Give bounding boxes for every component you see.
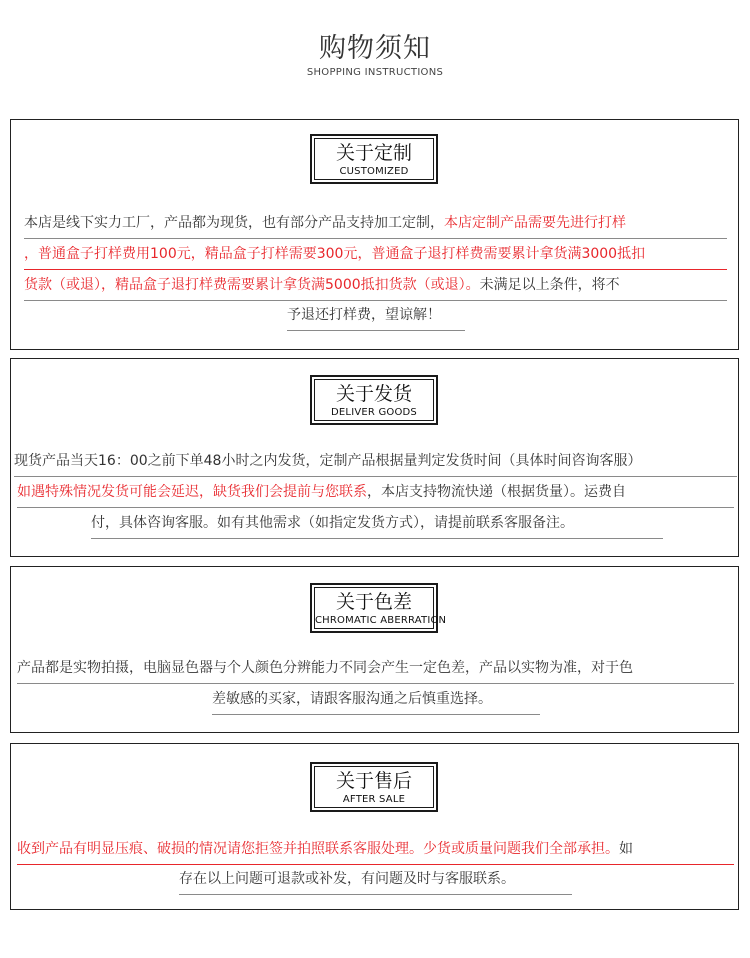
text-line [17, 653, 734, 684]
text-line [17, 477, 734, 508]
text-segment: 差敏感的买家，请跟客服沟通之后慎重选择。 [212, 691, 492, 707]
text-segment: ，本店支持物流快递（根据货量）。运费自 [367, 484, 626, 500]
section-badge [310, 134, 438, 184]
section-subtitle: AFTER SALE [342, 794, 406, 805]
highlight-segment: 收到产品有明显压痕、破损的情况请您拒签并拍照联系客服处理。少货或质量问题我们全部承担。 [17, 841, 619, 857]
highlight-segment: ，普通盒子打样费用100元，精品盒子打样需要300元，普通盒子退打样费需要累计拿货满3000抵扣 [24, 246, 646, 262]
text-line [24, 270, 727, 301]
section-badge [310, 375, 438, 425]
text-segment: 现货产品当天16：00之前下单48小时之内发货，定制产品根据量判定发货时间（具体时间咨询客服） [14, 453, 642, 469]
text-line [24, 239, 727, 270]
text-line [287, 300, 465, 331]
highlight-segment: 货款（或退），精品盒子退打样费需要累计拿货满5000抵扣货款（或退）。 [24, 277, 480, 293]
text-segment: 存在以上问题可退款或补发，有问题及时与客服联系。 [179, 871, 515, 887]
section-title: 关于定制 [335, 142, 412, 164]
text-line [179, 864, 572, 895]
text-segment: 产品都是实物拍摄，电脑显色器与个人颜色分辨能力不同会产生一定色差，产品以实物为准，对于色 [17, 660, 633, 676]
text-line [24, 208, 727, 239]
section-after-sale [10, 743, 739, 910]
section-chromatic-aberration [10, 566, 739, 733]
page-title: 购物须知 [319, 33, 431, 64]
section-deliver-goods [10, 358, 739, 557]
section-subtitle: CUSTOMIZED [339, 166, 409, 177]
highlight-segment: 本店定制产品需要先进行打样 [444, 215, 626, 231]
text-line [14, 446, 737, 477]
text-line [17, 834, 734, 865]
section-badge [310, 583, 447, 633]
section-title: 关于发货 [335, 383, 412, 405]
section-subtitle: CHROMATIC ABERRATION [315, 615, 447, 626]
text-segment: 付，具体咨询客服。如有其他需求（如指定发货方式），请提前联系客服备注。 [91, 515, 574, 531]
text-segment: 予退还打样费，望谅解！ [287, 307, 441, 323]
highlight-segment: 如遇特殊情况发货可能会延迟，缺货我们会提前与您联系 [17, 484, 367, 500]
section-title: 关于色差 [335, 591, 412, 613]
text-segment: 本店是线下实力工厂，产品都为现货，也有部分产品支持加工定制， [24, 215, 444, 231]
section-subtitle: DELIVER GOODS [331, 407, 417, 418]
text-line [91, 508, 663, 539]
text-segment: 未满足以上条件，将不 [479, 277, 620, 293]
page-subtitle: SHOPPING INSTRUCTIONS [306, 67, 444, 78]
text-segment: 如 [619, 841, 633, 857]
section-badge [310, 762, 438, 812]
section-title: 关于售后 [335, 770, 412, 792]
text-line [212, 684, 540, 715]
section-customized [10, 119, 739, 350]
